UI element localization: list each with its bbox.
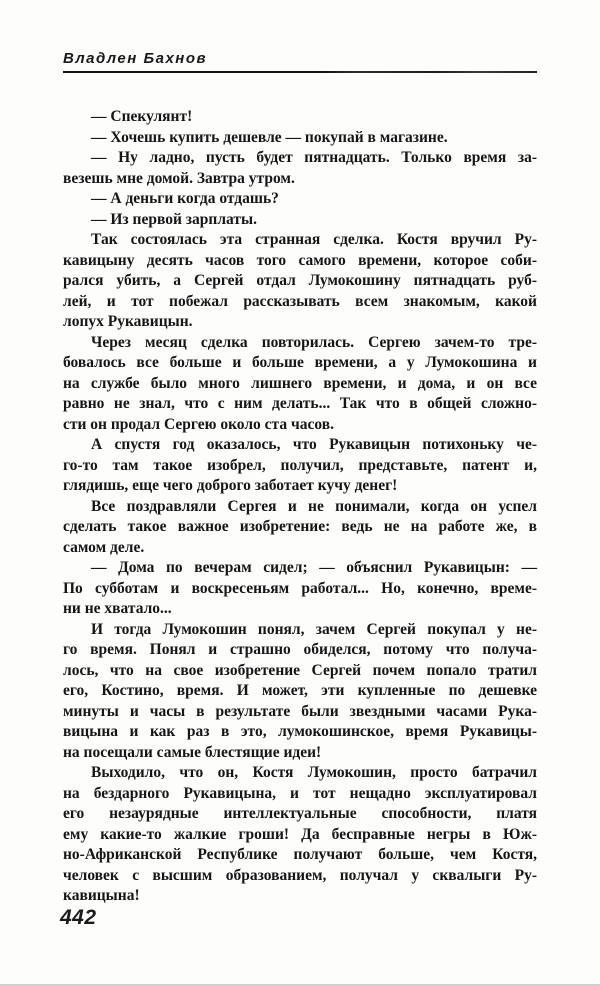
- text-line: — Спекулянт!: [91, 108, 193, 125]
- paragraph: [63, 148, 537, 189]
- text-line: По субботам и воскресеньям работал... Но, конечно, време-: [63, 579, 537, 597]
- text-line: — Ну ладно, пусть будет пятнадцать. Только время за-: [91, 149, 537, 166]
- paragraph: [63, 558, 537, 620]
- text-line: самом деле.: [63, 538, 145, 556]
- text-line: ни не хватало...: [63, 600, 172, 617]
- paragraph: [63, 763, 537, 907]
- text-line: лопух Рукавицын.: [63, 313, 193, 330]
- text-line: го время. Понял и страшно обиделся, потому что получа-: [63, 641, 537, 658]
- text-line: глядишь, еще чего доброго заботает кучу денег!: [63, 477, 398, 494]
- text-line: ему какие-то жалкие гроши! Да бесправные негры в Юж-: [63, 825, 537, 843]
- paragraph: [63, 107, 537, 128]
- text-line: минуты и часы в результате были звездными часами Рука-: [63, 702, 537, 720]
- text-line: на посещали самые блестящие идеи!: [63, 743, 322, 761]
- header-author: Владлен Бахнов: [63, 50, 208, 67]
- text-line: вицына и как раз в это, лумокошинское, время Рукавицы-: [63, 723, 537, 740]
- text-line: везешь мне домой. Завтра утром.: [63, 169, 295, 187]
- text-line: бовалось все больше и больше времени, а у Лумокошина и: [63, 354, 537, 371]
- text-line: сделать такое важное изобретение: ведь не на работе же, в: [63, 518, 537, 535]
- paragraph: [63, 210, 537, 231]
- text-line: кавицына!: [63, 887, 140, 904]
- text-line: его, Костино, время. И может, эти купленные по дешевке: [63, 682, 537, 699]
- text-line: лей, и тот побежал рассказывать всем знакомым, какой: [63, 292, 537, 310]
- page-number: 442: [60, 906, 97, 929]
- text-line: на службе было много лишнего времени, и дома, и он все: [63, 374, 537, 392]
- paragraph: [63, 333, 537, 436]
- text-line: Так состоялась эта странная сделка. Костя вручил Ру-: [91, 231, 537, 248]
- paragraph: [63, 189, 537, 210]
- header-rule: [63, 71, 537, 73]
- text-line: Через месяц сделка повторилась. Сергею зачем-то тре-: [91, 333, 537, 351]
- text-line: равно не знал, что с ним делать... Так что в общей сложно-: [63, 395, 537, 412]
- text-line: го-то там такое изобрел, получил, представьте, патент и,: [63, 456, 537, 474]
- text-line: — Дома по вечерам сидел; — объяснил Рукавицын: —: [91, 559, 537, 576]
- paragraph: [63, 128, 537, 149]
- text-line: — Хочешь купить дешевле — покупай в магазине.: [91, 128, 448, 146]
- text-line: его незаурядные интеллектуальные способности, платя: [63, 805, 537, 822]
- paragraph: [63, 435, 537, 497]
- text-line: человек с высшим образованием, получал у сквалыги Ру-: [63, 866, 537, 884]
- text-line: — А деньги когда отдашь?: [91, 190, 279, 207]
- text-line: Выходило, что он, Костя Лумокошин, просто батрачил: [91, 764, 537, 781]
- text-line: но-Африканской Республике получают больше, чем Костя,: [63, 846, 537, 863]
- running-header: [63, 50, 537, 73]
- text-line: лось, что на свое изобретение Сергей почем попало тратил: [63, 661, 537, 679]
- paragraph: [63, 620, 537, 764]
- text-line: А спустя год оказалось, что Рукавицын потихоньку че-: [91, 436, 537, 453]
- text-line: рался убить, а Сергей отдал Лумокошину пятнадцать руб-: [63, 272, 537, 289]
- paragraph: [63, 230, 537, 333]
- text-line: Все поздравляли Сергея и не понимали, когда он успел: [91, 497, 537, 515]
- text-line: И тогда Лумокошин понял, зачем Сергей покупал у не-: [91, 620, 537, 638]
- text-line: сти он продал Сергею около ста часов.: [63, 415, 334, 433]
- paragraph: [63, 497, 537, 559]
- page-text: [63, 107, 537, 907]
- text-line: — Из первой зарплаты.: [91, 210, 257, 228]
- text-line: кавицыну десять часов того самого времени, которое соби-: [63, 251, 537, 269]
- text-line: на бездарного Рукавицына, и тот нещадно эксплуатировал: [63, 784, 537, 802]
